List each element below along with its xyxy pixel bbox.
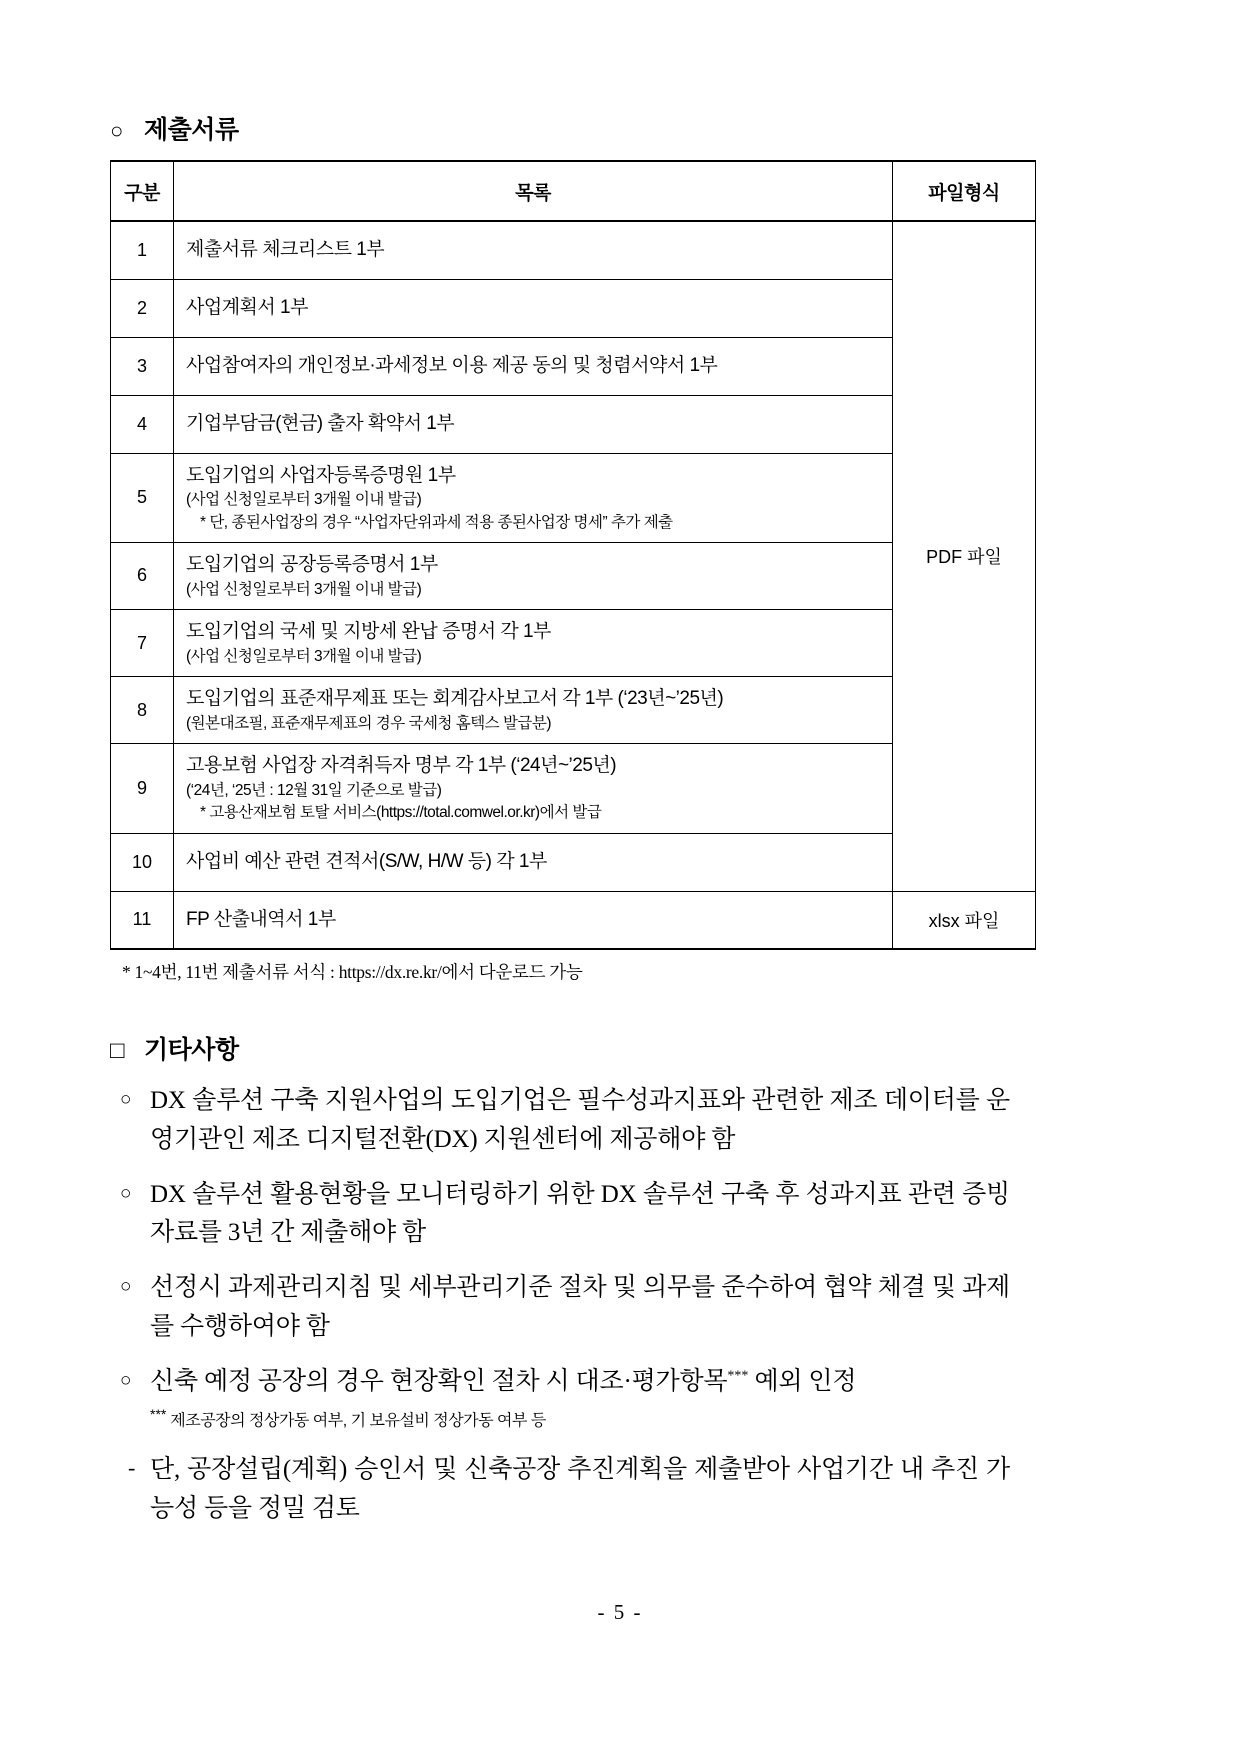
etc-item-text: DX 솔루션 활용현황을 모니터링하기 위한 DX 솔루션 구축 후 성과지표 관련 증빙자료를 3년 간 제출해야 함 <box>150 1180 1010 1247</box>
row-item-main: 도입기업의 표준재무제표 또는 회계감사보고서 각 1부 (‘23년~’25년) <box>186 688 724 710</box>
file-format-xlsx: xlsx 파일 <box>893 891 1036 949</box>
row-item <box>174 833 893 891</box>
submission-title: 제출서류 <box>144 116 239 144</box>
dash-marker-icon: - <box>128 1454 136 1480</box>
file-format-pdf: PDF 파일 <box>893 221 1036 891</box>
etc-section <box>110 1030 1010 1528</box>
row-no: 4 <box>111 395 174 453</box>
row-no: 3 <box>111 337 174 395</box>
column-header-list: 목록 <box>174 161 893 221</box>
etc-item-text-before: 신축 예정 공장의 경우 현장확인 절차 시 대조·평가항목 <box>150 1367 728 1395</box>
circle-marker-icon: ○ <box>120 1089 132 1111</box>
row-item <box>174 610 893 677</box>
column-header-format: 파일형식 <box>893 161 1036 221</box>
row-no: 6 <box>111 542 174 609</box>
etc-list-item <box>110 1363 1010 1433</box>
table-header-row <box>111 161 1036 221</box>
page-content <box>110 110 1010 1528</box>
row-no: 2 <box>111 279 174 337</box>
etc-item-text: DX 솔루션 구축 지원사업의 도입기업은 필수성과지표와 관련한 제조 데이터를 운영기관인 제조 디지털전환(DX) 지원센터에 제공해야 함 <box>150 1087 1010 1153</box>
etc-list-item <box>110 1176 1010 1254</box>
row-item-main: 고용보험 사업장 자격취득자 명부 각 1부 (‘24년~’25년) <box>186 755 617 777</box>
circle-marker-icon: ○ <box>120 1369 132 1391</box>
square-marker-icon: □ <box>110 1037 124 1065</box>
row-item-main: FP 산출내역서 1부 <box>186 908 336 930</box>
row-item <box>174 677 893 744</box>
row-no: 9 <box>111 744 174 833</box>
etc-list-item <box>110 1269 1010 1347</box>
row-item-sub: (원본대조필, 표준재무제표의 경우 국세청 홈텍스 발급분) <box>186 714 552 732</box>
row-item <box>174 221 893 279</box>
row-no: 11 <box>111 891 174 949</box>
etc-item-text-after: 예외 인정 <box>748 1367 857 1395</box>
page-number: - 5 - <box>597 1600 643 1624</box>
row-item <box>174 744 893 833</box>
row-no: 1 <box>111 221 174 279</box>
row-item-main: 기업부담금(현금) 출자 확약서 1부 <box>186 413 455 435</box>
row-no: 8 <box>111 677 174 744</box>
row-item-main: 사업계획서 1부 <box>186 297 308 319</box>
etc-item-text: 선정시 과제관리지침 및 세부관리기준 절차 및 의무를 준수하여 협약 체결 및 과제를 수행하여야 함 <box>150 1274 1010 1340</box>
row-item-main: 사업비 예산 관련 견적서(S/W, H/W 등) 각 1부 <box>186 851 547 873</box>
etc-item-footnote <box>150 1405 1010 1433</box>
row-item-sub: * 고용산재보험 토탈 서비스(https://total.comwel.or.kr)에서 발급 <box>200 804 602 822</box>
table-footnote: * 1~4번, 11번 제출서류 서식 : https://dx.re.kr/에서 다운로드 가능 <box>122 962 583 983</box>
footnote-superscript-marker: *** <box>150 1406 167 1423</box>
etc-item-text-group <box>150 1363 1010 1433</box>
row-no: 10 <box>111 833 174 891</box>
etc-sub-item <box>110 1451 1010 1529</box>
footnote-text: 제조공장의 정상가동 여부, 기 보유설비 정상가동 여부 등 <box>166 1412 546 1430</box>
circle-marker-icon: ○ <box>120 1182 132 1204</box>
column-header-no: 구분 <box>111 161 174 221</box>
row-item-sub: * 단, 종된사업장의 경우 “사업자단위과세 적용 종된사업장 명세” 추가 제출 <box>200 513 673 531</box>
circle-marker-icon: ○ <box>120 1276 132 1298</box>
circle-marker-icon: ○ <box>110 118 123 143</box>
row-no: 5 <box>111 453 174 542</box>
row-item <box>174 395 893 453</box>
row-no: 7 <box>111 610 174 677</box>
row-item <box>174 542 893 609</box>
table-row <box>111 221 1036 279</box>
footnote-superscript: *** <box>727 1368 749 1384</box>
submission-heading <box>110 110 1010 146</box>
row-item-main: 도입기업의 사업자등록증명원 1부 <box>186 464 456 486</box>
row-item-main: 사업참여자의 개인정보·과세정보 이용 제공 동의 및 청렴서약서 1부 <box>186 355 718 377</box>
etc-title: 기타사항 <box>144 1036 239 1065</box>
row-item-main: 도입기업의 국세 및 지방세 완납 증명서 각 1부 <box>186 621 551 642</box>
row-item-sub: (‘24년, ‘25년 : 12월 31일 기준으로 발급) <box>186 781 442 799</box>
row-item-sub: (사업 신청일로부터 3개월 이내 발급) <box>186 580 422 598</box>
etc-sub-item-text: 단, 공장설립(계획) 승인서 및 신축공장 추진계획을 제출받아 사업기간 내 추진 가능성 등을 정밀 검토 <box>150 1455 1011 1522</box>
etc-list-item <box>110 1082 1010 1160</box>
submission-documents-table <box>110 160 1036 950</box>
row-item-sub: (사업 신청일로부터 3개월 이내 발급) <box>186 491 422 509</box>
table-row <box>111 891 1036 949</box>
row-item <box>174 279 893 337</box>
row-item-main: 제출서류 체크리스트 1부 <box>186 239 385 261</box>
row-item-main: 도입기업의 공장등록증명서 1부 <box>186 553 438 575</box>
row-item <box>174 891 893 949</box>
etc-heading <box>110 1030 1010 1066</box>
row-item-sub: (사업 신청일로부터 3개월 이내 발급) <box>186 647 422 665</box>
row-item <box>174 337 893 395</box>
row-item <box>174 453 893 542</box>
